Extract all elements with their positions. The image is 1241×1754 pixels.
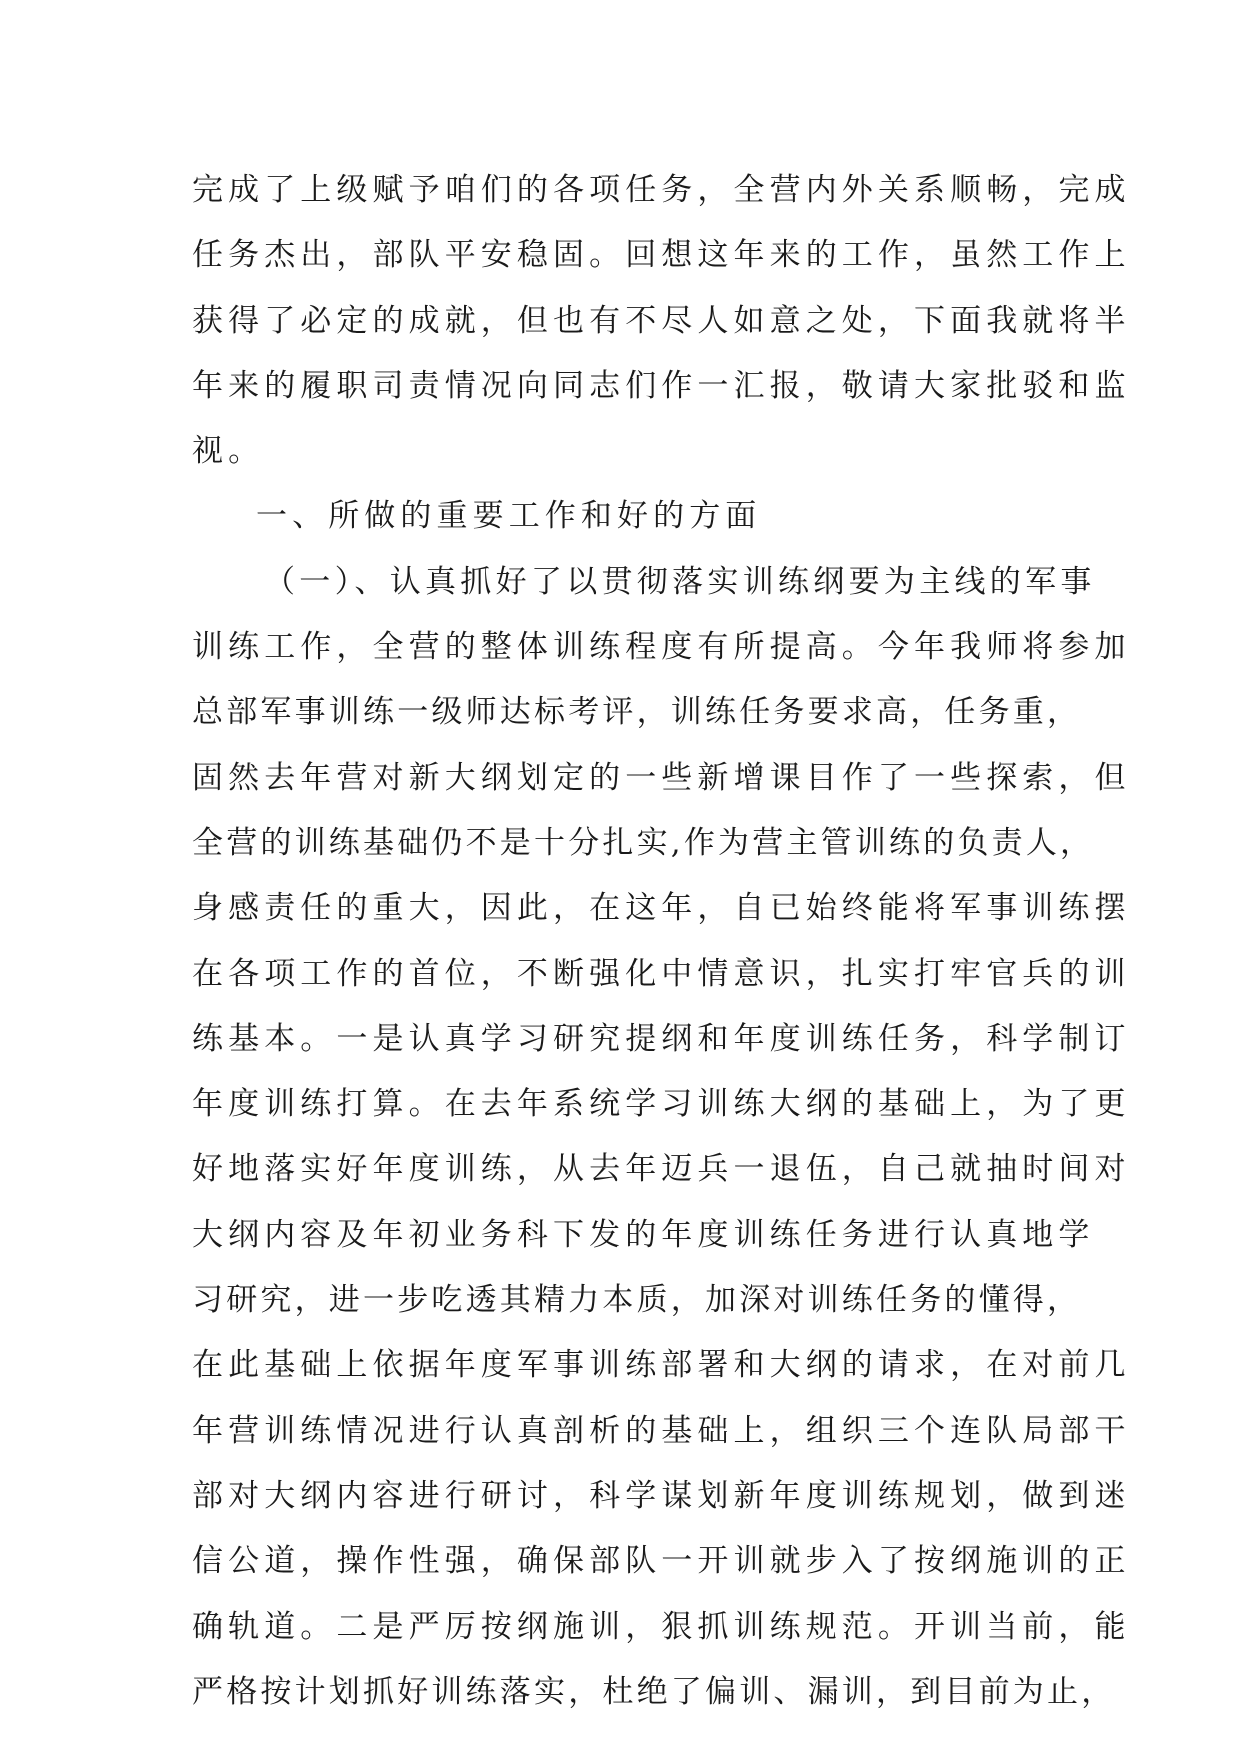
text-line: 确轨道。二是严厉按纲施训，狠抓训练规范。开训当前，能	[192, 1608, 1131, 1645]
text-line: 大纲内容及年初业务科下发的年度训练任务进行认真地学	[192, 1216, 1095, 1253]
text-line: 全营的训练基础仍不是十分扎实,作为营主管训练的负责人，	[192, 824, 1095, 861]
text-line: 训练工作，全营的整体训练程度有所提高。今年我师将参加	[192, 629, 1131, 666]
text-line: 在此基础上依据年度军事训练部署和大纲的请求，在对前几	[192, 1347, 1131, 1384]
text-line: 视。	[192, 433, 265, 470]
text-line: 年度训练打算。在去年系统学习训练大纲的基础上，为了更	[192, 1086, 1131, 1123]
section-heading: 一、所做的重要工作和好的方面	[256, 498, 762, 535]
text-line: 总部军事训练一级师达标考评，训练任务要求高，任务重，	[192, 694, 1082, 731]
text-line: 身感责任的重大，因此，在这年，自已始终能将军事训练摆	[192, 890, 1131, 927]
text-line: 固然去年营对新大纲划定的一些新增课目作了一些探索，但	[192, 759, 1131, 796]
body-text	[192, 158, 1131, 1725]
text-line: 年营训练情况进行认真剖析的基础上，组织三个连队局部干	[192, 1412, 1131, 1449]
text-line: 习研究，进一步吃透其精力本质，加深对训练任务的懂得，	[192, 1282, 1082, 1319]
text-line: 练基本。一是认真学习研究提纲和年度训练任务，科学制订	[192, 1020, 1131, 1057]
text-line: 部对大纲内容进行研讨，科学谋划新年度训练规划，做到迷	[192, 1477, 1131, 1514]
text-line: 好地落实好年度训练，从去年迈兵一退伍，自己就抽时间对	[192, 1151, 1131, 1188]
text-line: 在各项工作的首位，不断强化中情意识，扎实打牢官兵的训	[192, 955, 1131, 992]
text-line: 年来的履职司责情况向同志们作一汇报，敬请大家批驳和监	[192, 367, 1131, 404]
text-line: 获得了必定的成就，但也有不尽人如意之处，下面我就将半	[192, 302, 1131, 339]
text-line: 严格按计划抓好训练落实，杜绝了偏训、漏训，到目前为止，	[192, 1673, 1116, 1710]
text-line: 信公道，操作性强，确保部队一开训就步入了按纲施训的正	[192, 1543, 1131, 1580]
subsection-heading: （一）、认真抓好了以贯彻落实训练纲要为主线的军事	[264, 563, 1096, 600]
text-line: 任务杰出，部队平安稳固。回想这年来的工作，虽然工作上	[192, 237, 1131, 274]
text-line: 完成了上级赋予咱们的各项任务，全营内外关系顺畅，完成	[192, 172, 1131, 208]
